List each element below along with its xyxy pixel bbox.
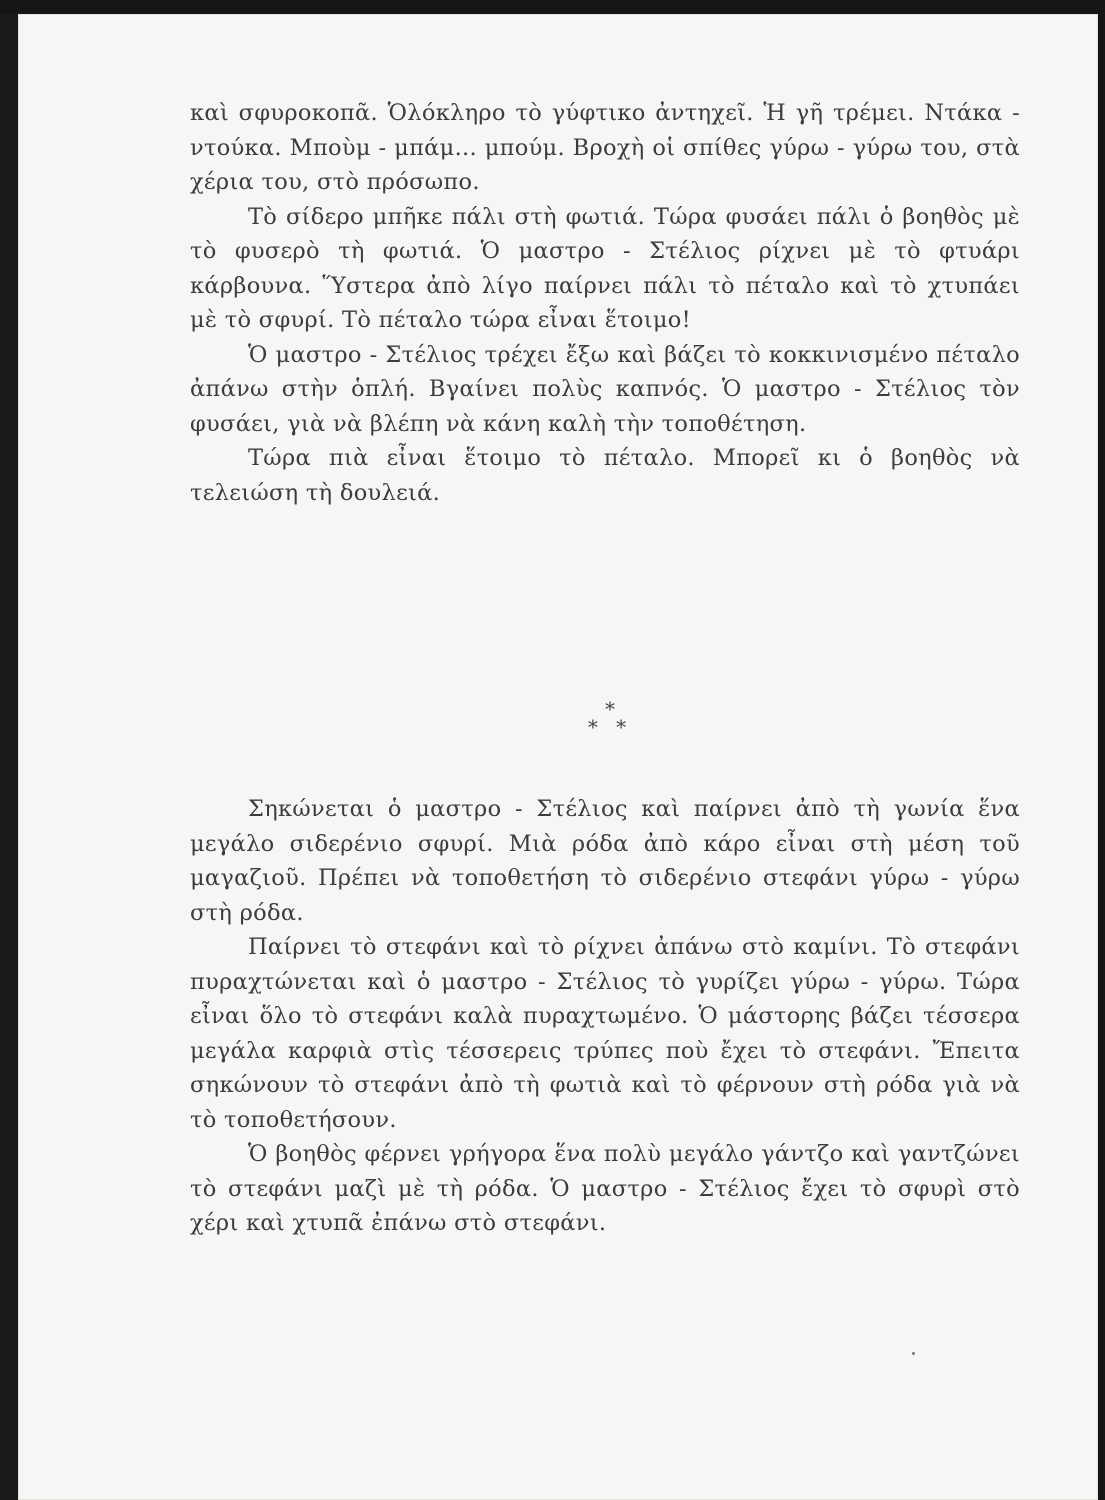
scan-top-edge [0,0,1105,14]
paragraph: Σηκώνεται ὁ μαστρο - Στέλιος καὶ παίρνει ἀπὸ τὴ γωνία ἕνα μεγάλο σιδερένιο σφυρί. Μιὰ ρόδα ἀπὸ κάρο εἶναι στὴ μέση τοῦ μαγαζιοῦ. Πρέπει νὰ τοποθετήση τὸ σιδερένιο στεφάνι γύρω - γύρω στὴ ρόδα. [190,796,1020,926]
text-block-top [190,96,1020,510]
scan-right-edge [1097,0,1105,1500]
text-block-bottom [190,792,1020,1241]
paragraph: Τὸ σίδερο μπῆκε πάλι στὴ φωτιά. Τώρα φυσάει πάλι ὁ βοηθὸς μὲ τὸ φυσερὸ τὴ φωτιά. Ὁ μαστρο - Στέλιος ρίχνει μὲ τὸ φτυάρι κάρβουνα. Ὕστερα ἀπὸ λίγο παίρνει πάλι τὸ πέταλο καὶ τὸ χτυπάει μὲ τὸ σφυρί. Τὸ πέταλο τώρα εἶναι ἕτοιμο! [190,203,1020,333]
paragraph: Τώρα πιὰ εἶναι ἕτοιμο τὸ πέταλο. Μπορεῖ κι ὁ βοηθὸς νὰ τελειώση τὴ δουλειά. [190,445,1020,506]
paragraph: καὶ σφυροκοπᾶ. Ὁλόκληρο τὸ γύφτικο ἀντηχεῖ. Ἡ γῆ τρέμει. Ντάκα - ντούκα. Μποὺμ - μπάμ... μπούμ. Βροχὴ οἱ σπίθες γύρω - γύρω του, στὰ χέρια του, στὸ πρόσωπο. [190,100,1020,195]
asterism-top: * [605,697,615,721]
paragraph: Ὁ μαστρο - Στέλιος τρέχει ἔξω καὶ βάζει τὸ κοκκινισμένο πέταλο ἀπάνω στὴν ὁπλή. Βγαίνει πολὺς καπνός. Ὁ μαστρο - Στέλιος τὸν φυσάει, γιὰ νὰ βλέπη νὰ κάνη καλὴ τὴν τοποθέτηση. [190,341,1020,437]
section-separator-asterism [580,697,640,739]
ink-speck [912,1352,915,1355]
paragraph: Παίρνει τὸ στεφάνι καὶ τὸ ρίχνει ἀπάνω στὸ καμίνι. Τὸ στεφάνι πυραχτώνεται καὶ ὁ μαστρο - Στέλιος τὸ γυρίζει γύρω - γύρω. Τώρα εἶναι ὅλο τὸ στεφάνι καλὰ πυραχτωμένο. Ὁ μάστορης βάζει τέσσερα μεγάλα καρφιὰ στὶς τέσσερεις τρύπες ποὺ ἔχει τὸ στεφάνι. Ἔπειτα σηκώνουν τὸ στεφάνι ἀπὸ τὴ φωτιὰ καὶ τὸ φέρνουν στὴ ρόδα γιὰ νὰ τὸ τοποθετήσουν. [190,934,1020,1133]
paragraph: Ὁ βοηθὸς φέρνει γρήγορα ἕνα πολὺ μεγάλο γάντζο καὶ γαντζώνει τὸ στεφάνι μαζὶ μὲ τὴ ρόδα. Ὁ μαστρο - Στέλιος ἔχει τὸ σφυρὶ στὸ χέρι καὶ χτυπᾶ ἐπάνω στὸ στεφάνι. [190,1141,1020,1236]
asterism-bottom: * * [587,715,633,739]
